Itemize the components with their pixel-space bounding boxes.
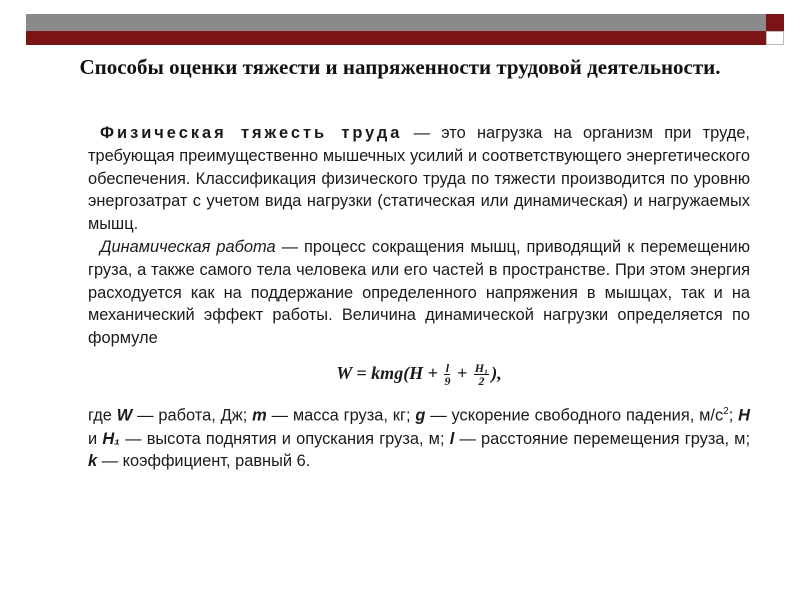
legend-text-1: где	[88, 406, 117, 425]
paragraph-physical-load	[88, 122, 750, 236]
legend-text-9: — коэффициент, равный 6.	[97, 452, 311, 471]
formula-fraction-1	[444, 362, 450, 387]
legend-text-2: — работа, Дж;	[132, 406, 253, 425]
header-bar-red	[26, 31, 766, 45]
formula-suffix: ),	[491, 362, 502, 383]
legend-var-m: m	[252, 406, 267, 425]
formula-plus: +	[452, 362, 472, 383]
legend-var-k: k	[88, 452, 98, 471]
legend-text-4: — ускорение свободного падения, м/с	[425, 406, 724, 425]
paragraph-legend	[88, 401, 750, 473]
legend-var-W: W	[116, 406, 133, 425]
header-bar-gray	[26, 14, 766, 31]
term-dynamic-work: Динамическая работа	[100, 237, 276, 256]
frac2-denominator: 2	[478, 374, 485, 389]
formula-prefix: W = kmg(H +	[336, 362, 443, 383]
paragraph-physical-load-text: — это нагрузка на организм при труде, требующая преимущественно мышечных усилий и соответствующего энергетического обеспечения. Классификация физического труда по тяжести производится по уровню энергозатрат с учетом вида нагрузки (статическая или динамическая) и нагружаемых мышц.	[88, 124, 750, 234]
header-corner-dark	[766, 14, 784, 31]
formula-fraction-2	[474, 362, 490, 387]
frac2-numerator: H₁	[474, 361, 489, 376]
legend-var-g: g	[415, 406, 426, 425]
frac1-numerator: l	[445, 361, 450, 376]
scanned-text-block	[88, 122, 750, 473]
legend-var-H1: H₁	[102, 429, 120, 448]
legend-var-l: l	[449, 429, 455, 448]
legend-text-7: — высота поднятия и опускания груза, м;	[119, 429, 450, 448]
header-corner-light	[766, 31, 784, 45]
work-formula	[88, 362, 750, 387]
legend-text-5: ;	[728, 406, 739, 425]
legend-var-H: H	[738, 406, 750, 425]
legend-text-3: — масса груза, кг;	[266, 406, 416, 425]
paragraph-dynamic-work-text: — процесс сокращения мышц, приводящий к перемещению груза, а также самого тела человека или его частей в пространстве. При этом энергия расходуется как на поддержание определенного напряжения в мышцах, так и на механический эффект работы. Величина динамической нагрузки определяется по формуле	[88, 237, 750, 348]
paragraph-dynamic-work	[88, 236, 750, 350]
frac1-denominator: 9	[444, 374, 451, 389]
legend-text-6: и	[88, 429, 103, 448]
legend-text-8: — расстояние перемещения груза, м;	[454, 429, 751, 448]
term-physical-load: Физическая тяжесть труда	[100, 124, 403, 142]
legend-superscript: 2	[723, 406, 729, 418]
slide-title: Способы оценки тяжести и напряженности трудовой деятельности.	[79, 55, 721, 79]
